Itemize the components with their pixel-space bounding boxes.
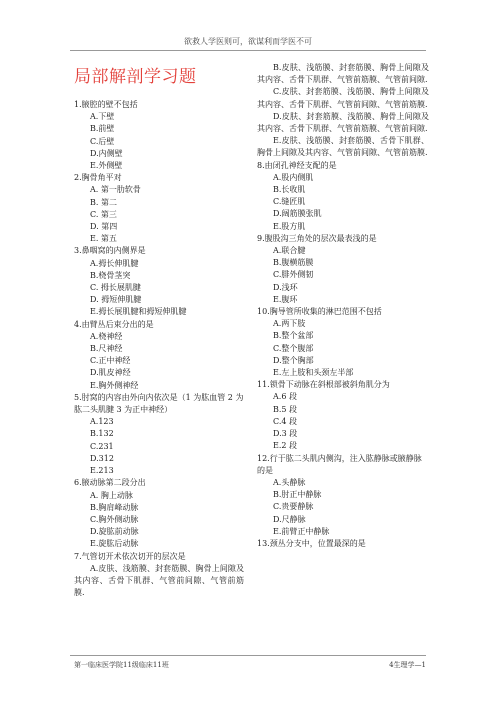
- answer-option: D. 第四: [90, 222, 118, 232]
- answer-option: D. 拇短伸肌腱: [90, 295, 142, 305]
- answer-option: C.胸外侧动脉: [90, 514, 139, 524]
- answer-option: E. 第五: [90, 234, 117, 244]
- answer-option: C. 拇长展肌腱: [90, 283, 141, 293]
- answer-option: D.肌皮神经: [90, 368, 131, 378]
- answer-option: E.2 段: [273, 441, 298, 451]
- document-title: 局部解剖学习题: [74, 67, 197, 87]
- footer-left: 第一临床医学院11级临床11班: [74, 661, 169, 669]
- answer-option: B.前壁: [90, 124, 115, 134]
- answer-option-paragraph: E.皮肤、浅筋膜、封套筋膜、舌骨下肌群、胸骨上间隙及其内容、气管前间隙、气管前筋膜.: [257, 136, 429, 158]
- answer-option: D.312: [90, 453, 114, 463]
- answer-option: E.胸外侧神经: [90, 380, 139, 390]
- answer-option: D.浅环: [273, 282, 298, 292]
- question-stem: 11.锁骨下动脉在斜根部被斜角肌分为: [257, 380, 390, 390]
- answer-option: C.231: [90, 441, 114, 451]
- answer-option: D.内侧壁: [90, 148, 123, 158]
- answer-option: D.阔筋膜张肌: [273, 209, 322, 219]
- answer-option: E.外侧壁: [90, 161, 123, 171]
- answer-option: B.桡骨茎突: [90, 270, 131, 280]
- answer-option: D.3 段: [273, 429, 298, 439]
- answer-option: A.下壁: [90, 112, 115, 122]
- answer-option: B. 第二: [90, 197, 117, 207]
- answer-option: A.联合腱: [273, 246, 306, 256]
- answer-option: C.4 段: [273, 416, 298, 426]
- answer-option: E.213: [90, 466, 114, 476]
- answer-option: B.132: [90, 429, 114, 439]
- question-stem: 13.颈丛分支中，位置最深的是: [257, 538, 366, 548]
- page-header: 欲救人学医则可，欲谋利而学医不可: [184, 37, 312, 46]
- answer-option: B.胸肩峰动脉: [90, 502, 139, 512]
- question-stem: 1.腋腔的壁不包括: [74, 100, 138, 109]
- answer-option: B.5 段: [273, 404, 298, 414]
- footer-rule: [70, 655, 426, 656]
- answer-option: C.缝匠肌: [273, 197, 306, 207]
- answer-option: A. 胸上动脉: [90, 490, 133, 500]
- answer-option-paragraph: B.皮肤、浅筋膜、封套筋膜、胸骨上间隙及其内容、舌骨下肌群、气管前筋膜、气管前间隙.: [257, 63, 429, 85]
- answer-option: C. 第三: [90, 209, 117, 219]
- answer-option: C.贵要静脉: [273, 502, 314, 512]
- answer-option: E.腹环: [273, 294, 298, 304]
- answer-option: B.尺神经: [90, 344, 123, 354]
- question-stem: 3.鼻咽窝的内侧界是: [74, 246, 146, 256]
- question-stem: 8.由闭孔神经支配的是: [257, 160, 337, 170]
- question-stem: 6.腋动脉第二段分出: [74, 478, 146, 488]
- footer-right: 4生理学—1: [389, 661, 426, 669]
- question-stem: 12.行于肱二头肌内侧沟，注入肱静脉或腋静脉的是: [257, 453, 422, 475]
- answer-option: D.旋肱前动脉: [90, 527, 139, 537]
- answer-option: B.肘正中静脉: [273, 490, 322, 500]
- answer-option: E.前臂正中静脉: [273, 526, 330, 536]
- answer-option: C.后壁: [90, 136, 115, 146]
- answer-option: A.123: [90, 417, 114, 427]
- question-stem: 5.肘窝的内容由外向内依次是（1 为肱血管 2 为肱二头肌腱 3 为正中神经）: [74, 392, 244, 415]
- answer-option: E.拇长展肌腱和拇短伸肌腱: [90, 307, 187, 317]
- right-column: [257, 62, 429, 550]
- answer-option: A. 第一肋软骨: [90, 185, 141, 195]
- answer-option: B.整个盆部: [273, 331, 314, 341]
- answer-option: A.头静脉: [273, 477, 306, 487]
- answer-option-paragraph: D.皮肤、封套筋膜、浅筋膜、胸骨上间隙及其内容、舌骨下肌群、气管前筋膜、气管前间隙.: [257, 111, 429, 134]
- question-stem: 2.胸骨角平对: [74, 173, 122, 183]
- answer-option: D.尺静脉: [273, 514, 306, 524]
- answer-option: E.旋肱后动脉: [90, 539, 139, 549]
- answer-option: B.腹横筋膜: [273, 258, 314, 268]
- left-column: [74, 99, 244, 599]
- answer-option: B.长收肌: [273, 185, 306, 195]
- answer-option: E.左上肢和头颈左半部: [273, 368, 354, 378]
- answer-option-paragraph: C.皮肤、封套筋膜、浅筋膜、胸骨上间隙及其内容、舌骨下肌群、气管前间隙、气管前筋膜.: [257, 87, 429, 109]
- answer-option: C.腓外侧韧: [273, 270, 314, 280]
- answer-option-paragraph: A.皮肤、浅筋膜、封套筋膜、胸骨上间隙及其内容、舌骨下肌群、气管前间隙、气管前筋膜.: [74, 563, 244, 598]
- answer-option: C.正中神经: [90, 356, 131, 366]
- answer-option: A.两下肢: [273, 319, 306, 329]
- question-stem: 7.气管切开术依次切开的层次是: [74, 551, 186, 561]
- answer-option: A.6 段: [273, 392, 297, 402]
- answer-option: D.整个胸部: [273, 355, 314, 365]
- question-stem: 9.腹股沟三角处的层次最表浅的是: [257, 233, 377, 243]
- question-stem: 10.胸导管所收集的淋巴范围不包括: [257, 307, 382, 317]
- question-stem: 4.由臂丛后束分出的是: [74, 319, 154, 329]
- header-rule: [70, 50, 426, 51]
- answer-option: A.桡神经: [90, 331, 123, 341]
- answer-option: A.股内侧肌: [273, 172, 314, 182]
- answer-option: A.拇长伸肌腱: [90, 258, 139, 268]
- answer-option: C.整个腹部: [273, 343, 314, 353]
- answer-option: E.股方肌: [273, 221, 306, 231]
